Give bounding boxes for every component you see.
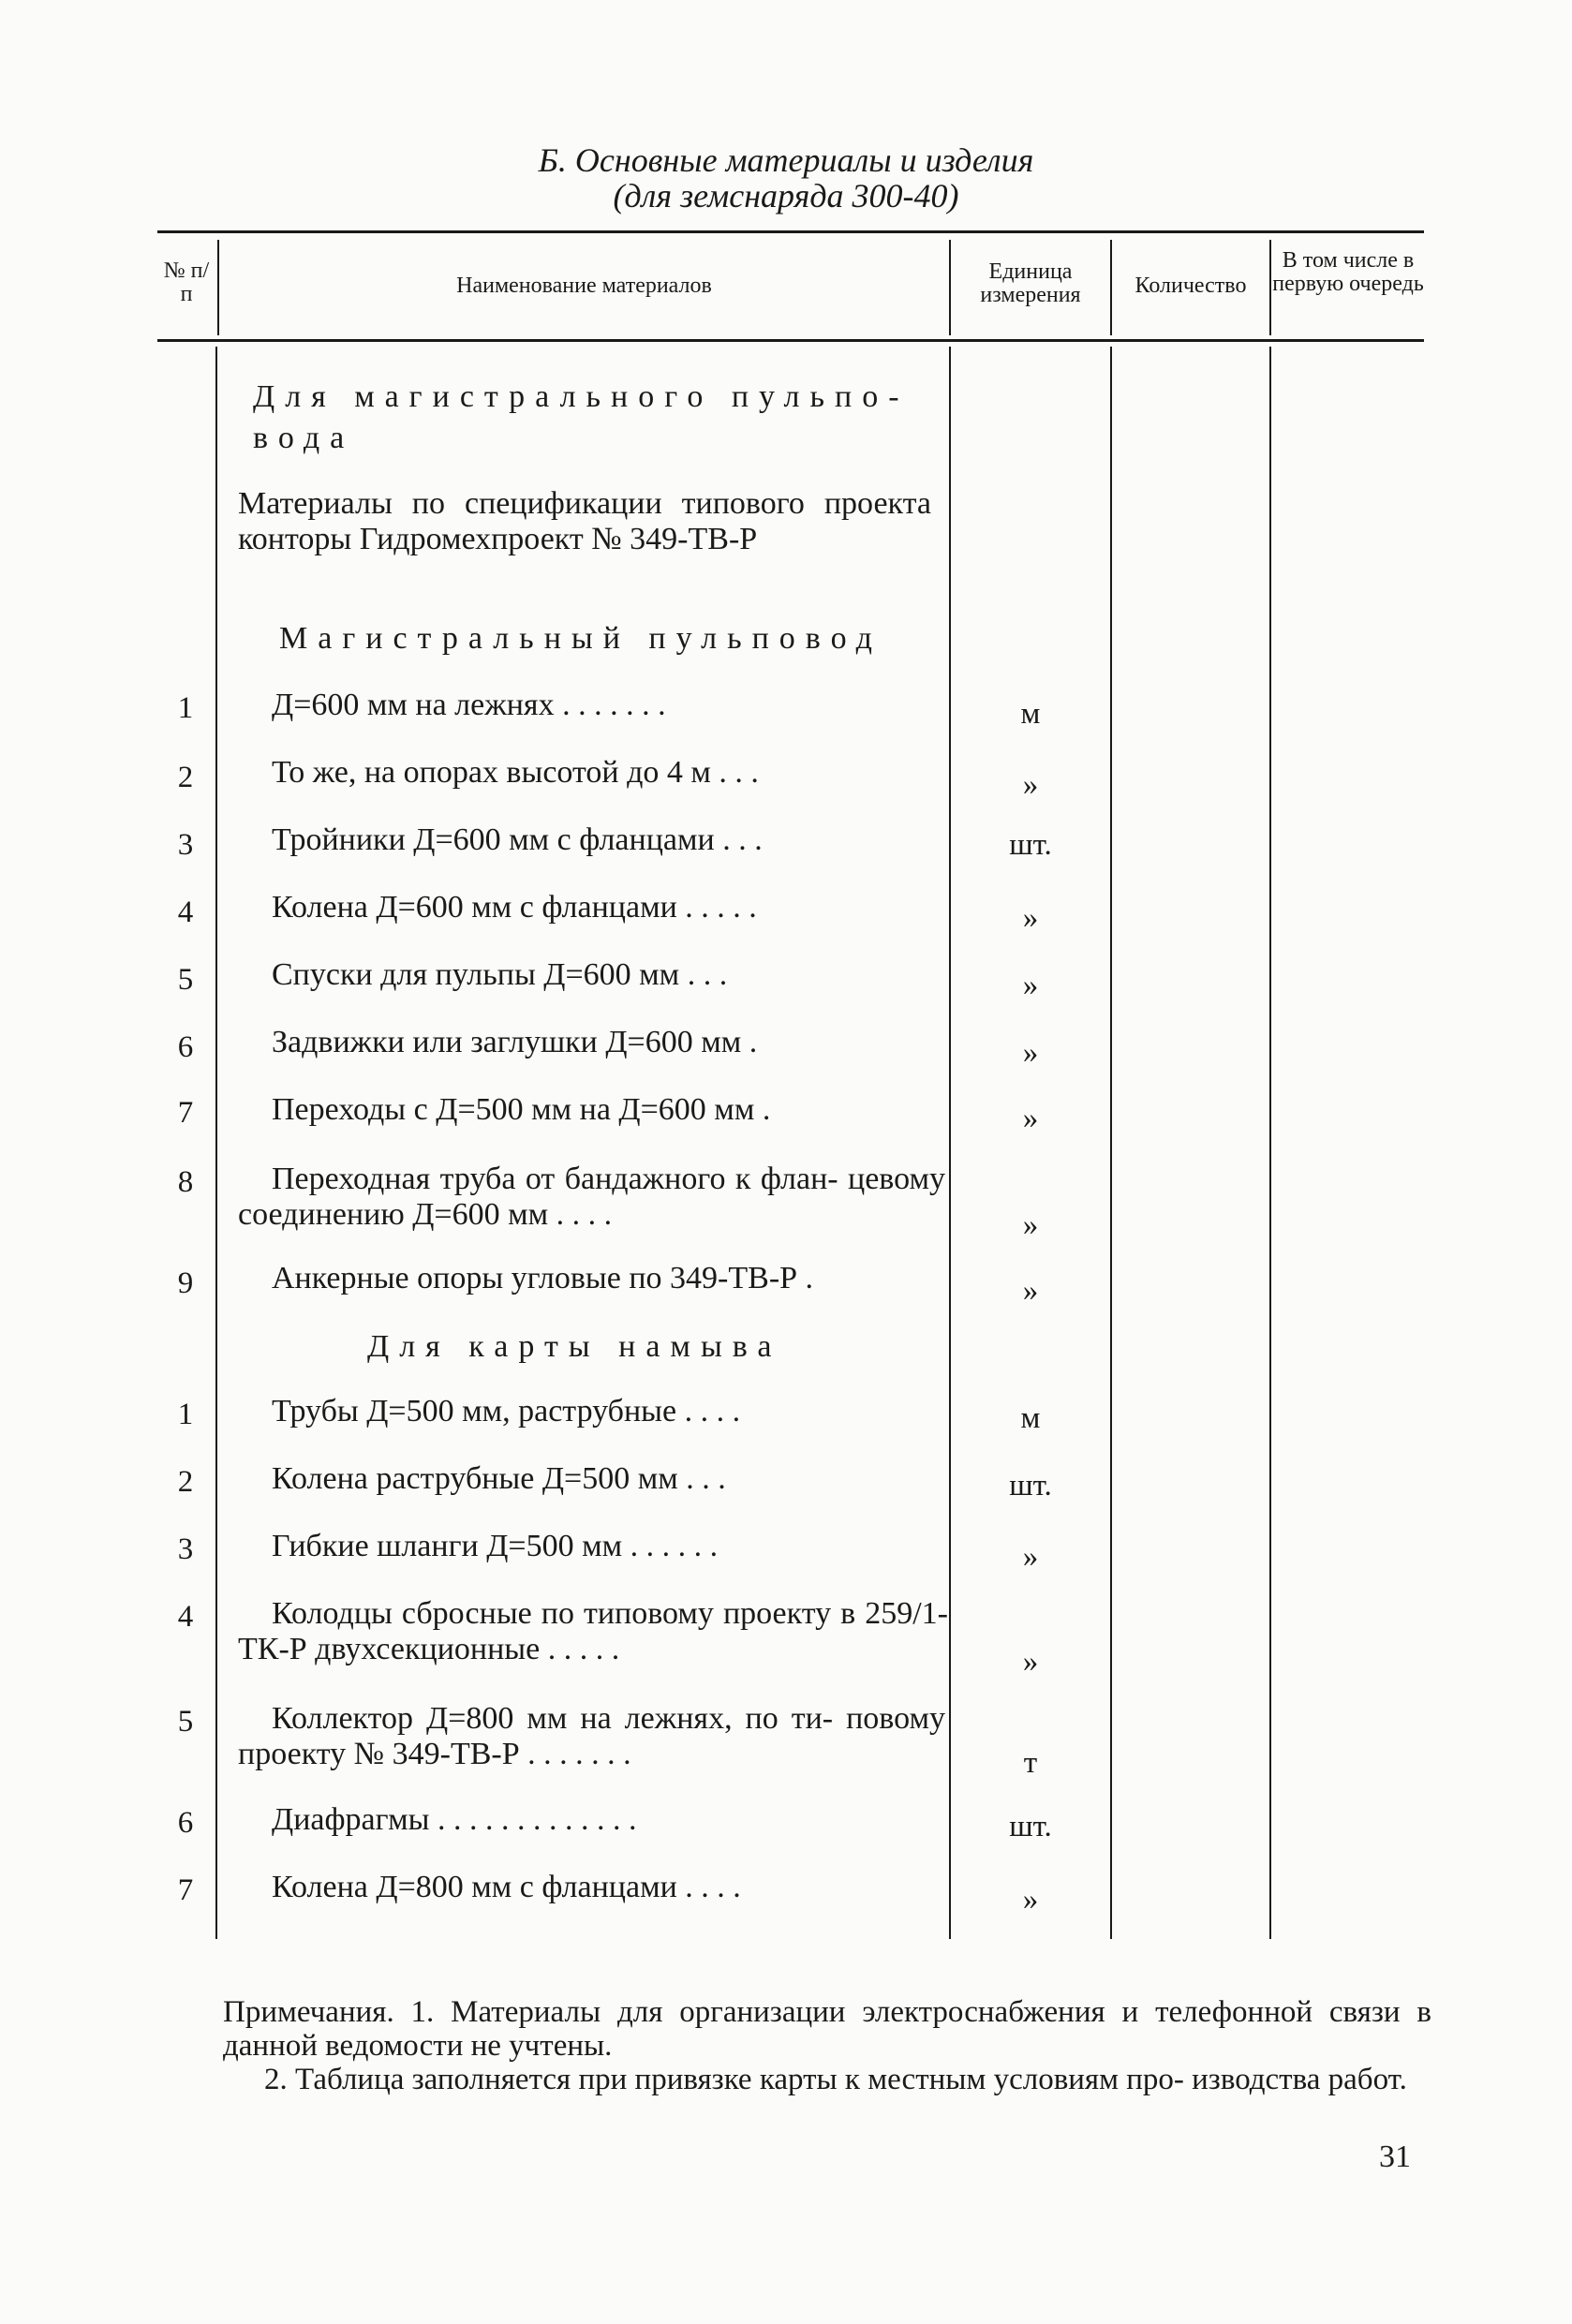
row-unit: »: [1022, 1883, 1039, 1917]
note-1: Примечания. 1. Материалы для организации электроснабжения и телефонной связи в данной ведомости не учтены.: [223, 1995, 1431, 2063]
row-unit: шт.: [1009, 1469, 1052, 1502]
header-quantity: Количество: [1135, 274, 1247, 298]
section-title: Магистральный пульповод: [279, 621, 882, 656]
row-name: Колена Д=800 мм с фланцами . . . .: [272, 1870, 741, 1904]
row-unit: »: [1022, 969, 1039, 1002]
row-number: 2: [177, 1465, 194, 1499]
row-unit: т: [1023, 1746, 1038, 1780]
row-name: Трубы Д=500 мм, раструбные . . . .: [272, 1394, 741, 1428]
row-unit: шт.: [1009, 1810, 1052, 1843]
row-name: Гибкие шланги Д=500 мм . . . . . .: [272, 1529, 719, 1563]
column-divider: [949, 240, 951, 335]
column-divider: [1110, 240, 1112, 335]
row-number: 1: [177, 1398, 194, 1431]
row-number: 6: [177, 1806, 194, 1840]
row-unit: »: [1022, 901, 1039, 935]
row-number: 9: [177, 1266, 194, 1300]
row-unit: »: [1022, 1102, 1039, 1135]
row-unit: м: [1020, 697, 1041, 731]
column-divider: [949, 347, 951, 1939]
page-subtitle: (для земснаряда 300-40): [613, 177, 959, 215]
row-number: 5: [177, 963, 194, 997]
table-header-rule: [157, 339, 1424, 342]
section-title: Для карты намыва: [367, 1329, 782, 1364]
row-number: 7: [177, 1096, 194, 1130]
row-name: Анкерные опоры угловые по 349-ТВ-Р .: [272, 1261, 814, 1295]
row-number: 4: [177, 896, 194, 929]
row-number: 2: [177, 761, 194, 794]
header-unit: Единица измерения: [980, 259, 1081, 307]
column-divider: [1269, 347, 1271, 1939]
row-unit: шт.: [1009, 828, 1052, 862]
header-first-stage: В том числе в первую очередь: [1272, 248, 1424, 296]
table-top-rule: [157, 230, 1424, 233]
row-name: Колена Д=600 мм с фланцами . . . . .: [272, 890, 757, 925]
section-title: Для магистрального пульпо- вода: [253, 379, 910, 455]
row-name: То же, на опорах высотой до 4 м . . .: [272, 755, 759, 790]
row-name: Коллектор Д=800 мм на лежнях, по ти- повому проекту № 349-ТВ-Р . . . . . . .: [238, 1701, 945, 1771]
spec-note: Материалы по спецификации типового проекта конторы Гидромехпроект № 349-ТВ-Р: [238, 486, 931, 556]
row-name: Д=600 мм на лежнях . . . . . . .: [272, 688, 666, 722]
page-number: 31: [1379, 2139, 1411, 2174]
row-name: Колодцы сбросные по типовому проекту в 259/1-ТК-Р двухсекционные . . . . .: [238, 1596, 948, 1666]
row-number: 3: [177, 1532, 194, 1566]
row-name: Колена раструбные Д=500 мм . . .: [272, 1461, 726, 1496]
header-name: Наименование материалов: [456, 274, 712, 298]
row-name: Тройники Д=600 мм с фланцами . . .: [272, 822, 763, 857]
page-title: Б. Основные материалы и изделия: [538, 141, 1034, 179]
row-unit: »: [1022, 1645, 1039, 1679]
row-number: 1: [177, 691, 194, 725]
row-number: 3: [177, 828, 194, 862]
column-divider: [215, 347, 217, 1939]
column-divider: [217, 240, 219, 335]
row-name: Диафрагмы . . . . . . . . . . . . .: [272, 1802, 637, 1837]
row-name: Переходы с Д=500 мм на Д=600 мм .: [272, 1092, 771, 1127]
header-number: № п/п: [163, 259, 210, 306]
row-unit: м: [1020, 1401, 1041, 1435]
row-unit: »: [1022, 1540, 1039, 1574]
column-divider: [1269, 240, 1271, 335]
row-name: Задвижки или заглушки Д=600 мм .: [272, 1025, 758, 1059]
row-unit: »: [1022, 1274, 1039, 1308]
column-divider: [1110, 347, 1112, 1939]
row-unit: »: [1022, 1208, 1039, 1242]
row-number: 5: [177, 1705, 194, 1739]
note-2: 2. Таблица заполняется при привязке карты к местным условиям про- изводства работ.: [264, 2063, 1407, 2096]
row-number: 4: [177, 1600, 194, 1634]
row-name: Спуски для пульпы Д=600 мм . . .: [272, 957, 728, 992]
row-unit: »: [1022, 1036, 1039, 1070]
row-number: 7: [177, 1873, 194, 1907]
row-name: Переходная труба от бандажного к флан- цевому соединению Д=600 мм . . . .: [238, 1162, 945, 1232]
row-number: 6: [177, 1030, 194, 1064]
row-unit: »: [1022, 768, 1039, 802]
row-number: 8: [177, 1165, 194, 1199]
